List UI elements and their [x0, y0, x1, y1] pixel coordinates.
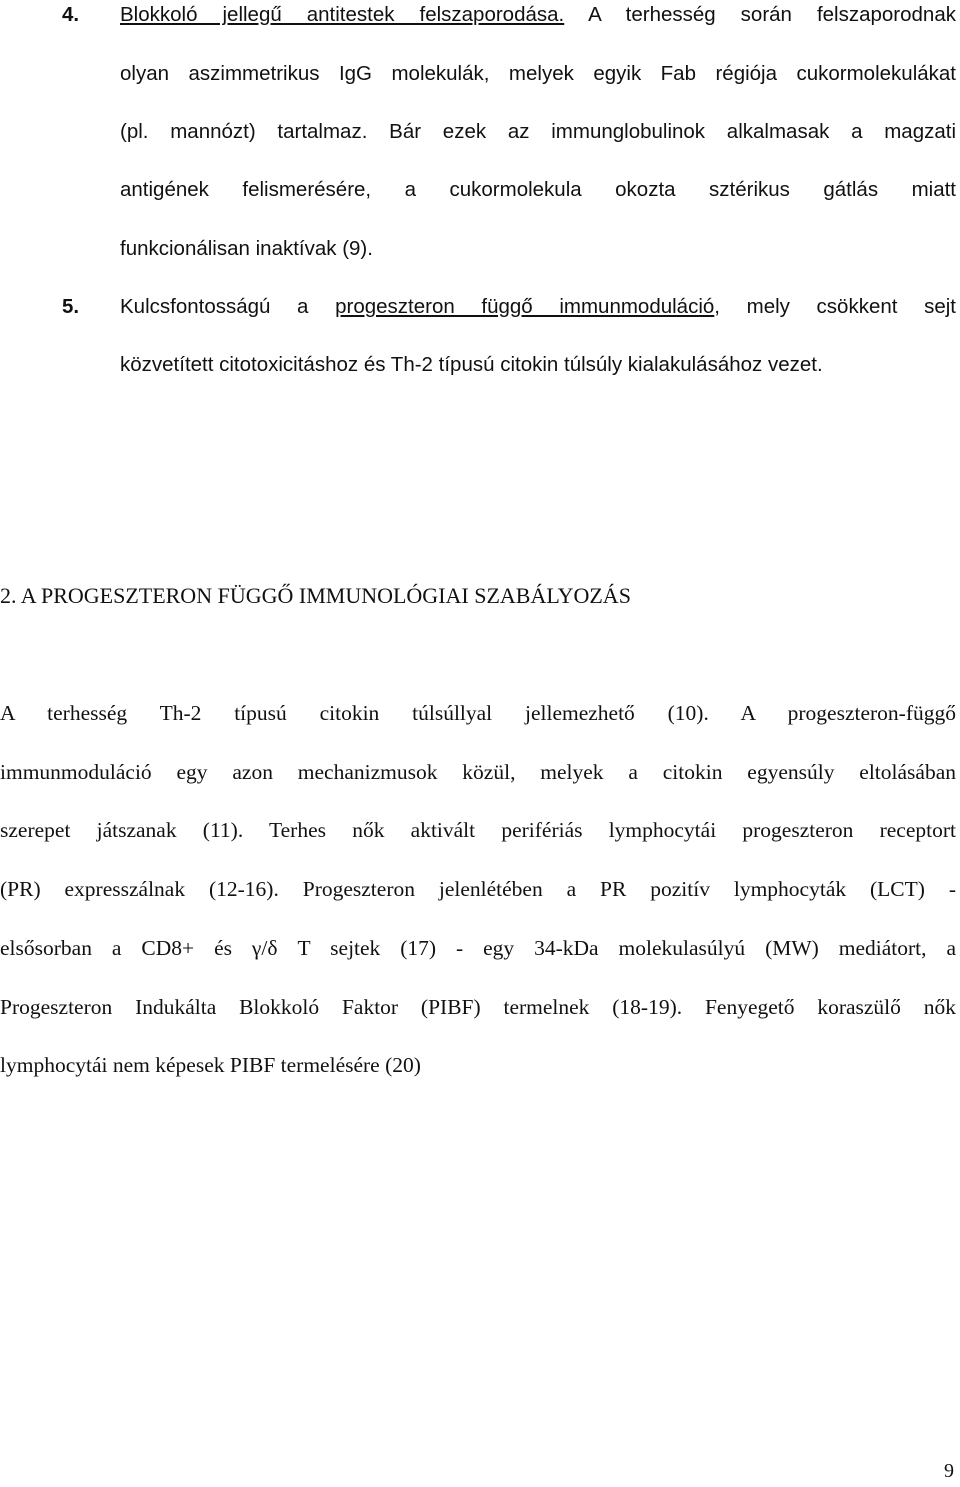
paragraph-line-3: szerepet játszanak (11). Terhes nők aktivált perifériás lymphocytái progeszteron receptort — [0, 818, 956, 842]
paragraph-line-4: (PR) expresszálnak (12-16). Progeszteron jelenlétében a PR pozitív lymphocyták (LCT) - — [0, 877, 956, 901]
item5-line-1 — [120, 294, 956, 320]
item4-line-3-start: (pl. mannózt) tartalmaz. — [120, 120, 368, 143]
section-heading: 2. A PROGESZTERON FÜGGŐ IMMUNOLÓGIAI SZABÁLYOZÁS — [0, 583, 631, 608]
list-number-5: 5. — [62, 295, 80, 318]
paragraph-line-7: lymphocytái nem képesek PIBF termelésére (20) — [0, 1053, 421, 1077]
item4-line-5: funkcionálisan inaktívak (9). — [120, 237, 373, 260]
paragraph-line-1: A terhesség Th-2 típusú citokin túlsúllyal jellemezhető (10). A progeszteron-függő — [0, 701, 956, 725]
item4-line-3-rest: Bár ezek az immunglobulinok alkalmasak a magzati — [367, 120, 957, 143]
item5-line-1-prefix: Kulcsfontosságú a — [120, 295, 336, 318]
item4-line-2: olyan aszimmetrikus IgG molekulák, melyek egyik Fab régiója cukormolekulákat — [120, 62, 956, 85]
item4-line-1 — [120, 2, 956, 28]
item4-underlined-title: Blokkoló jellegű antitestek felszaporodása. — [120, 3, 565, 26]
list-number-4: 4. — [62, 3, 80, 26]
item4-line-1-rest: A terhesség során felszaporodnak — [564, 3, 956, 26]
paragraph-line-5: elsősorban a CD8+ és γ/δ T sejtek (17) - egy 34-kDa molekulasúlyú (MW) mediátort, a — [0, 936, 956, 960]
item4-line-4: antigének felismerésére, a cukormolekula okozta sztérikus gátlás miatt — [120, 178, 956, 201]
item5-line-1-rest: , mely csökkent sejt — [714, 295, 956, 318]
item4-line-3 — [120, 119, 956, 145]
item5-line-2: közvetített citotoxicitáshoz és Th-2 típusú citokin túlsúly kialakulásához vezet. — [120, 353, 823, 376]
item5-underlined-term: progeszteron függő immunmoduláció — [335, 295, 715, 318]
paragraph-line-6: Progeszteron Indukálta Blokkoló Faktor (PIBF) termelnek (18-19). Fenyegető koraszülő nők — [0, 995, 956, 1019]
paragraph-line-2: immunmoduláció egy azon mechanizmusok közül, melyek a citokin egyensúly eltolásában — [0, 760, 956, 784]
page-number: 9 — [944, 1460, 954, 1482]
